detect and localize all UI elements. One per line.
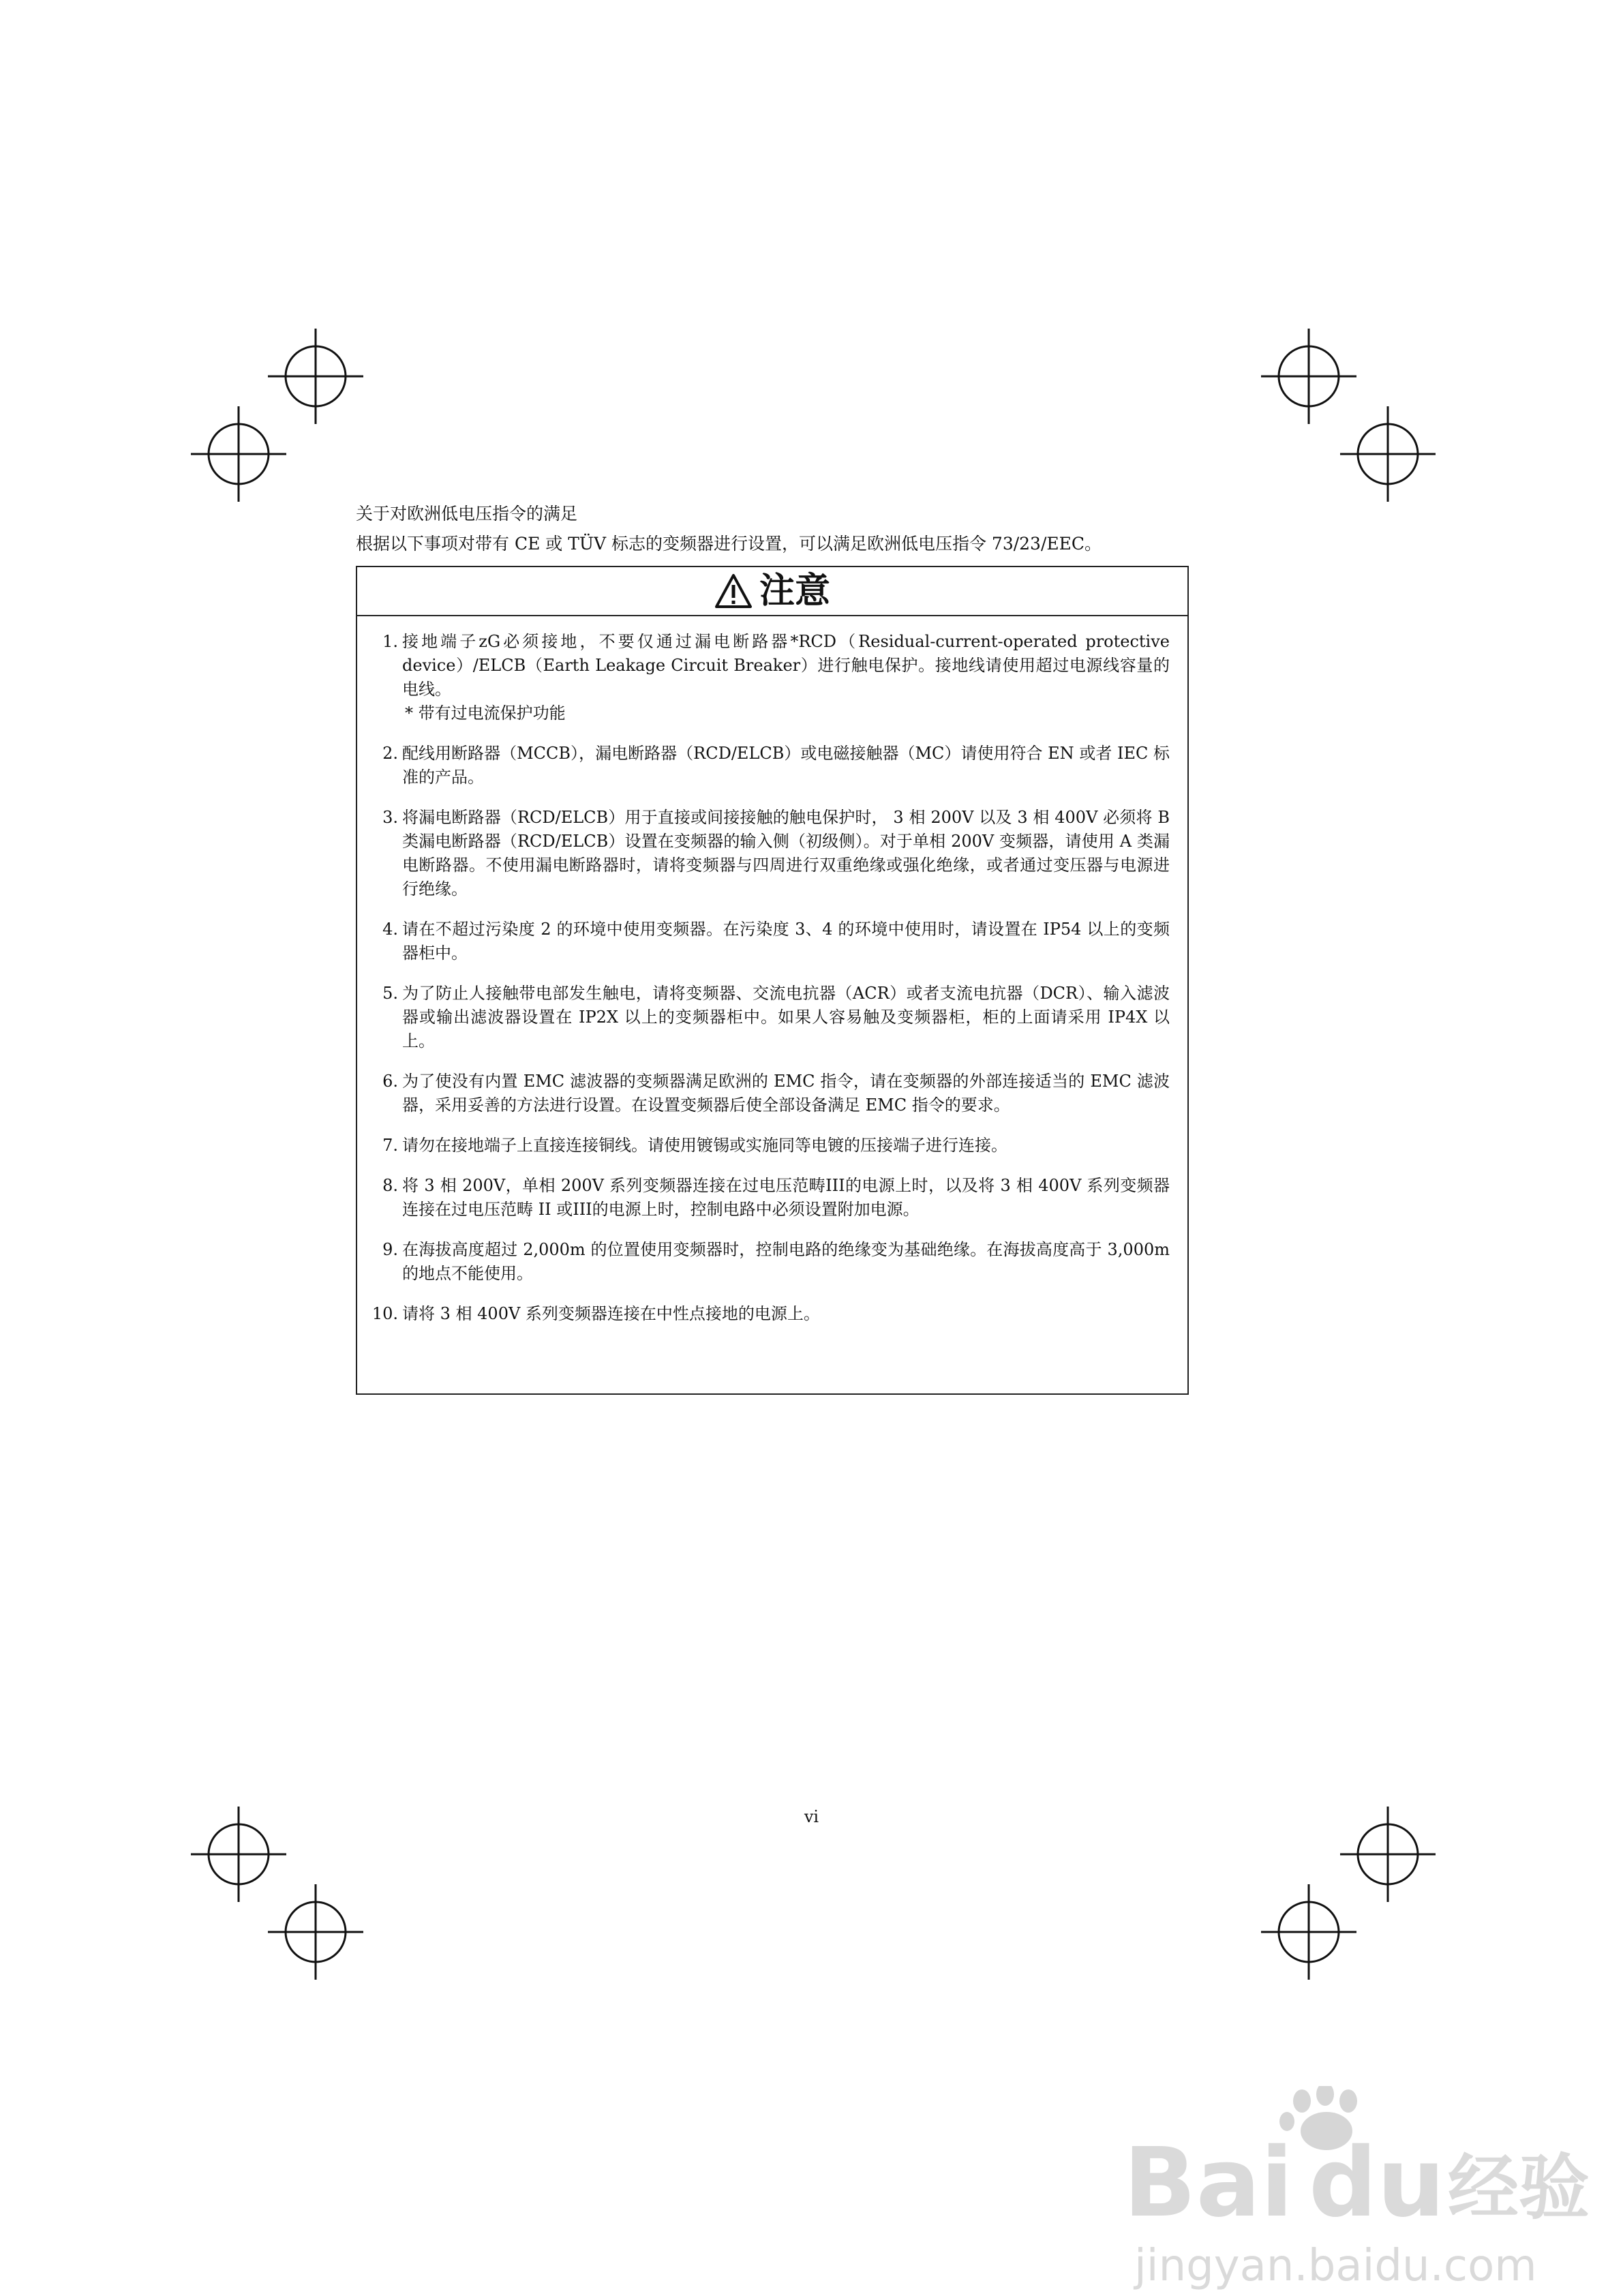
registration-mark-bottom-left-lower xyxy=(268,1884,363,1980)
item-footnote: * 带有过电流保护功能 xyxy=(405,704,566,723)
item-text: 将漏电断路器（RCD/ELCB）用于直接或间接接触的触电保护时， 3 相 200V 以及 3 相 400V 必须将 B 类漏电断路器（RCD/ELCB）设置在变频器的输入侧（初级侧）。对于单相 200V 变频器，请使用 A 类漏电断路器。不使用漏电断路器时，请将变频器与四周进行双重绝缘或强化绝缘，或者通过变压器与电源进行绝缘。 xyxy=(402,808,1170,898)
list-item xyxy=(367,982,1170,1053)
caution-header xyxy=(357,567,1187,616)
item-text: 将 3 相 200V，单相 200V 系列变频器连接在过电压范畴III的电源上时，以及将 3 相 400V 系列变频器连接在过电压范畴 II 或III的电源上时，控制电路中必须设置附加电源。 xyxy=(402,1176,1170,1219)
svg-text:du: du xyxy=(1309,2128,1445,2239)
item-number: 3. xyxy=(382,808,398,827)
item-number: 9. xyxy=(382,1240,398,1259)
svg-text:Bai: Bai xyxy=(1123,2128,1294,2239)
item-number: 6. xyxy=(382,1072,398,1091)
registration-mark-bottom-right-lower xyxy=(1261,1884,1356,1980)
page-number: vi xyxy=(804,1807,819,1826)
section-intro-text: 根据以下事项对带有 CE 或 TÜV 标志的变频器进行设置，可以满足欧洲低电压指令 73/23/EEC。 xyxy=(356,534,1102,554)
crosshair-circle-icon xyxy=(268,1884,363,1980)
baidu-jingyan-watermark xyxy=(1123,2086,1601,2291)
item-text: 请在不超过污染度 2 的环境中使用变频器。在污染度 3、4 的环境中使用时，请设置在 IP54 以上的变频器柜中。 xyxy=(402,920,1170,963)
item-number: 4. xyxy=(382,920,398,939)
item-text: 为了防止人接触带电部发生触电，请将变频器、交流电抗器（ACR）或者支流电抗器（DCR）、输入滤波器或输出滤波器设置在 IP2X 以上的变频器柜中。如果人容易触及变频器柜，柜的上面请采用 IP4X 以上。 xyxy=(402,984,1170,1051)
item-number: 2. xyxy=(382,744,398,763)
item-number: 8. xyxy=(382,1176,398,1195)
item-body: 接地端子zG必须接地，不要仅通过漏电断路器*RCD（Residual-current-operated protective device）/ELCB（Earth Leakage Circuit Breaker）进行触电保护。接地线请使用超过电源线容量的电线。 xyxy=(402,632,1170,699)
item-number: 7. xyxy=(382,1136,398,1155)
crosshair-circle-icon xyxy=(1261,1884,1356,1980)
item-text: 请勿在接地端子上直接连接铜线。请使用镀锡或实施同等电镀的压接端子进行连接。 xyxy=(402,1136,1007,1155)
caution-list xyxy=(357,616,1187,1326)
crosshair-circle-icon xyxy=(1340,406,1436,502)
list-item xyxy=(367,1238,1170,1286)
list-item xyxy=(367,1174,1170,1222)
item-text: 在海拔高度超过 2,000m 的位置使用变频器时，控制电路的绝缘变为基础绝缘。在海拔高度高于 3,000m 的地点不能使用。 xyxy=(402,1240,1170,1283)
caution-title: 注意 xyxy=(759,571,830,611)
item-text: 请将 3 相 400V 系列变频器连接在中性点接地的电源上。 xyxy=(402,1304,820,1323)
registration-mark-top-left-lower xyxy=(191,406,286,502)
list-item xyxy=(367,1070,1170,1117)
item-number: 5. xyxy=(382,984,398,1003)
svg-text:jingyan.baidu.com: jingyan.baidu.com xyxy=(1134,2241,1537,2291)
list-item xyxy=(367,1302,1170,1326)
item-number: 1. xyxy=(382,632,398,651)
item-text: 配线用断路器（MCCB），漏电断路器（RCD/ELCB）或电磁接触器（MC）请使用符合 EN 或者 IEC 标准的产品。 xyxy=(402,744,1170,787)
svg-text:经验: 经验 xyxy=(1448,2146,1590,2229)
list-item xyxy=(367,1134,1170,1158)
section-title: 关于对欧洲低电压指令的满足 xyxy=(356,504,578,524)
caution-box xyxy=(356,566,1189,1395)
item-text xyxy=(402,630,1170,725)
baidu-paw-icon xyxy=(1123,2086,1601,2291)
item-number: 10. xyxy=(371,1304,398,1323)
list-item xyxy=(367,630,1170,725)
list-item xyxy=(367,918,1170,965)
list-item xyxy=(367,806,1170,901)
crosshair-circle-icon xyxy=(191,406,286,502)
registration-mark-top-right-lower xyxy=(1340,406,1436,502)
warning-triangle-icon xyxy=(714,573,753,609)
list-item xyxy=(367,742,1170,789)
item-text: 为了使没有内置 EMC 滤波器的变频器满足欧洲的 EMC 指令，请在变频器的外部连接适当的 EMC 滤波器，采用妥善的方法进行设置。在设置变频器后使全部设备满足 EMC 指令的要求。 xyxy=(402,1072,1170,1115)
